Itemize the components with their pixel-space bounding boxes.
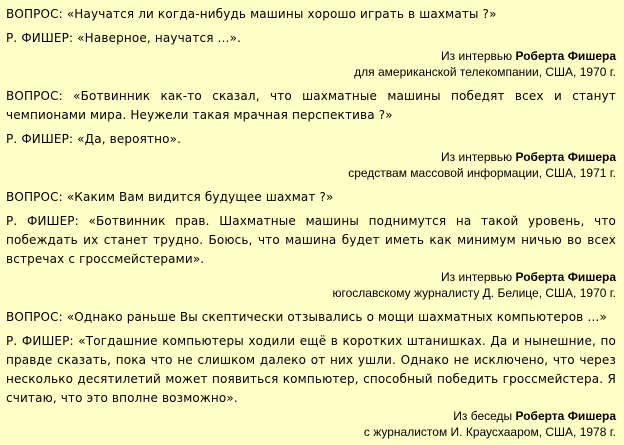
source-prefix: Из интервью: [441, 150, 513, 164]
source-line: [6, 408, 616, 424]
source-prefix: Из беседы: [453, 409, 513, 423]
interview-block: [6, 188, 616, 301]
question-text: ВОПРОС: «Однако раньше Вы скептически отзывались о мощи шахматных компьютеров …»: [6, 310, 608, 324]
interview-block: [6, 87, 616, 181]
source-line: [6, 149, 616, 165]
interview-block: [6, 5, 616, 80]
source-prefix: Из интервью: [441, 270, 513, 284]
interview-block: [6, 308, 616, 440]
answer-text: Р. ФИШЕР: «Тогдашние компьютеры ходили ещё в коротких штанишках. Да и нынешние, по правде сказать, пока что не слишком далеко от них ушли. Однако не исключено, что через несколько десятилетий может появиться компьютер, способный победить гроссмейстера. Я считаю, что это вполне возможно».: [6, 334, 616, 405]
source-detail: югославскому журналисту Д. Белице, США, 1970 г.: [332, 286, 616, 300]
source-name: Роберта Фишера: [515, 409, 616, 423]
source-name: Роберта Фишера: [515, 49, 616, 63]
question-text: ВОПРОС: «Каким Вам видится будущее шахмат ?»: [6, 190, 334, 204]
source-prefix: Из интервью: [441, 49, 513, 63]
question-text: ВОПРОС: «Ботвинник как-то сказал, что шахматные машины победят всех и станут чемпионами мира. Неужели такая мрачная перспектива ?»: [6, 89, 616, 122]
answer-text: Р. ФИШЕР: «Ботвинник прав. Шахматные машины поднимутся на такой уровень, что побеждать их станет трудно. Боюсь, что машина будет иметь как минимум ничью во всех встречах с гроссмейстерами».: [6, 214, 616, 266]
source-name: Роберта Фишера: [515, 150, 616, 164]
answer-text: Р. ФИШЕР: «Наверное, научатся …».: [6, 31, 242, 45]
source-line: [6, 269, 616, 285]
question-text: ВОПРОС: «Научатся ли когда-нибудь машины хорошо играть в шахматы ?»: [6, 7, 497, 21]
answer-text: Р. ФИШЕР: «Да, вероятно».: [6, 132, 182, 146]
source-name: Роберта Фишера: [515, 270, 616, 284]
source-line: [6, 48, 616, 64]
source-detail: для американской телекомпании, США, 1970 г.: [354, 65, 616, 79]
source-detail: средствам массовой информации, США, 1971 г.: [348, 166, 616, 180]
source-detail: с журналистом И. Краусхааром, США, 1978 г.: [363, 425, 616, 439]
